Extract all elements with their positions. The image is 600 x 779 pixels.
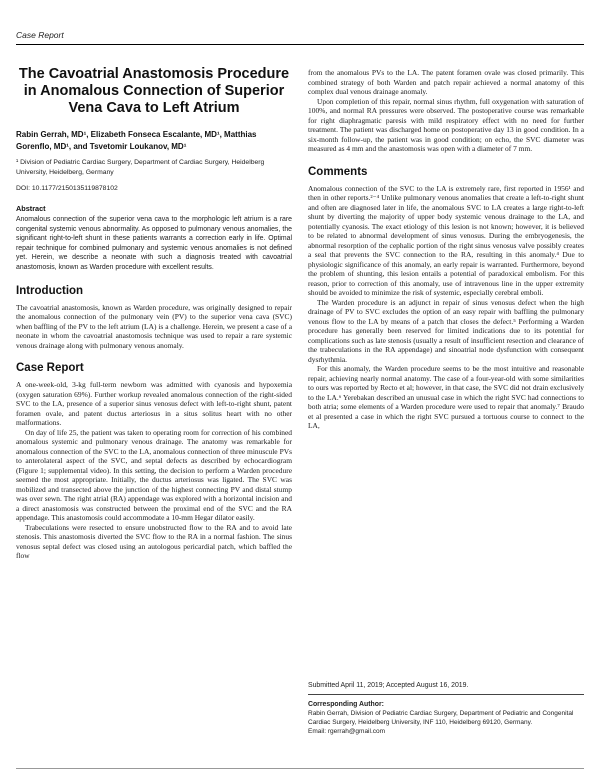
case-report-paragraph-1: A one-week-old, 3-kg full-term newborn was admitted with cyanosis and hypoxemia (oxygen saturation 69%). Further workup revealed anomalous connection of the right-sided SVC to the LA, presence of a superior sinus venosus defect with left-to-right shunt, patent foramen ovale, and patent ductus arteriosus in a situs solitus heart with no other malformations. <box>16 380 292 428</box>
author-list: Rabin Gerrah, MD¹, Elizabeth Fonseca Escalante, MD¹, Matthias Gorenflo, MD¹, and Tsvetomir Loukanov, MD¹ <box>16 130 257 151</box>
introduction-heading: Introduction <box>16 284 84 297</box>
section-label: Case Report <box>16 30 64 40</box>
case-report-paragraph-2: On day of life 25, the patient was taken to operating room for correction of his combined anomalous systemic and pulmonary venous drainage. The anatomy was remarkable for anomalous connection of the SVC to the LA, anomalous connection of three minuscule PVs to anterolateral aspect of the SVC, and septal defects as described by echocardiogram (Figure 1; supplemental video). In this setting, the decision to perform a Warden procedure seemed the most appropriate. Initially, the ductus arteriosus was ligated. The SVC was mobilized and transected above the junction of the highest connecting PV and distal stump was over sewn. The right atrial (RA) appendage was explored with a horizontal incision and a direct anastomosis was constructed between the proximal end of the SVC and the RA appendage. This anastomosis could accommodate a 10-mm Hegar dilator easily. <box>16 427 292 523</box>
comments-paragraph-3: For this anomaly, the Warden procedure seems to be the most intuitive and reasonable repair, achieving nearly normal anatomy. The case of a four-year-old with some similarities to ours was reported by Recto et al; however, in that case, the SVC did not drain exclusively to the LA.⁶ Yerebakan described an unusual case in which the right SVC had connections to both atria; some elements of a Warden procedure were used to repair that anomaly.⁷ Braudo et al presented a case in which the right SVC pursued a tortuous course to connect to the LA, <box>308 364 584 430</box>
affiliation: ¹ Division of Pediatric Cardiac Surgery, Department of Cardiac Surgery, Heidelberg University, Heidelberg, Germany <box>16 159 265 176</box>
corresponding-email[interactable]: Email: rgerrah@gmail.com <box>308 728 386 735</box>
comments-paragraph-2: The Warden procedure is an adjunct in repair of sinus venosus defect when the high drainage of PV to SVC excludes the option of an easy repair with baffling the pulmonary venous flow to the LA by means of a patch that closes the defect.⁵ Performing a Warden procedure has generally been reserved for limited indications due to its potential for complications such as late stenosis (usually a result of insufficient resection and clearance of the trabeculations in the RA appendage) and sinoatrial node dysfunction with consequent dysrhythmia. <box>308 297 584 364</box>
article-title: The Cavoatrial Anastomosis Procedure in Anomalous Connection of Superior Vena Cava to Left Atrium <box>18 66 290 116</box>
doi[interactable]: DOI: 10.1177/2150135119878102 <box>16 185 118 192</box>
corresponding-heading: Corresponding Author: <box>308 701 384 708</box>
footnote-divider <box>308 694 584 695</box>
postoperative-paragraph: Upon completion of this repair, normal sinus rhythm, full oxygenation with saturation of 100%, and normal RA pressures were observed. The postoperative course was remarkable for right diaphragmatic paresis with mild respiratory effect with no need for further treatment. The patient was discharged home on postoperative day 13 in good condition. In a six-month follow-up, the patient was in good condition; on echo, the SVC diameter was measured as 4 mm and the anastomosis was open with a diameter of 7 mm. <box>308 96 584 153</box>
comments-heading: Comments <box>308 165 368 178</box>
header-divider <box>16 44 584 45</box>
introduction-paragraph: The cavoatrial anastomosis, known as Warden procedure, was originally designed to repair the anomalous connection of the pulmonary vein (PV) to the superior vena cava (SVC) when baffling of the PV to the left atrium (LA) is a challenge. Herein, we present a case of a neonate in whom the cavoatrial anastomosis technique was used to repair a rare systemic venous drainage along with pulmonary venous anomaly. <box>16 302 292 350</box>
case-report-paragraph-3: Trabeculations were resected to ensure unobstructed flow to the RA and to avoid late stenosis. This anastomosis diverted the SVC flow to the RA in a normal fashion. The sinus venosus septal defect was closed using an autologous pericardial patch, which baffled the flow <box>16 522 292 561</box>
comments-paragraph-1: Anomalous connection of the SVC to the LA is extremely rare, first reported in 1956¹ and then in other reports.²⁻⁴ Unlike pulmonary venous anomalies that create a left-to-right shunt and often are diagnosed later in life, the anomalous SVC to LA creates a large right-to-left shunt by diverting the majority of upper body systemic venous drainage to the LA, and potentially cyanosis. The exact etiology of this lesion is not known; however, it is believed to be related to abnormal development of sinus venosus. During the embryogenesis, the abnormal resorption of the cephalic portion of the right sinus venosus valve possibly creates a seal that prevents the SVC connection to the RA, resulting in this anomaly.⁴ Due to physiologic significance of this anomaly, an early repair is warranted. Furthermore, beyond the problem of shunting, this lesion entails a potential of paradoxical embolism. For this reason, prior to correction of this anomaly, use of intravenous line in the upper extremity should be avoided to minimize the risk of systemic, especially cerebral emboli. <box>308 183 584 297</box>
bottom-divider <box>16 768 584 769</box>
right-column <box>308 68 584 431</box>
left-column <box>16 66 292 561</box>
case-report-continuation: from the anomalous PVs to the LA. The patent foramen ovale was closed primarily. This combined strategy of both Warden and patch repair achieved a normal anatomy of this complex dual venous drainage anomaly. <box>308 68 584 96</box>
abstract-heading: Abstract <box>16 204 46 213</box>
abstract-text: Anomalous connection of the superior vena cava to the morphologic left atrium is a rare congenital systemic venous abnormality. As opposed to pulmonary venous anomalies, the significant right-to-left shunt in these patients warrants a correction early in life. Optimal repair technique for combined pulmonary and systemic venous anomalies is not defined yet. Herein, we describe a neonate with such a diagnosis treated with cavoatrial anastomosis, known as Warden procedure with excellent results. <box>16 216 292 271</box>
corresponding-address: Rabin Gerrah, Division of Pediatric Cardiac Surgery, Department of Pediatric and Congenital Cardiac Surgery, Heidelberg University, INF 110, Heidelberg 69120, Germany. <box>308 710 574 726</box>
case-report-heading: Case Report <box>16 362 84 375</box>
corresponding-author <box>308 700 584 736</box>
submission-dates: Submitted April 11, 2019; Accepted August 16, 2019. <box>308 682 469 689</box>
